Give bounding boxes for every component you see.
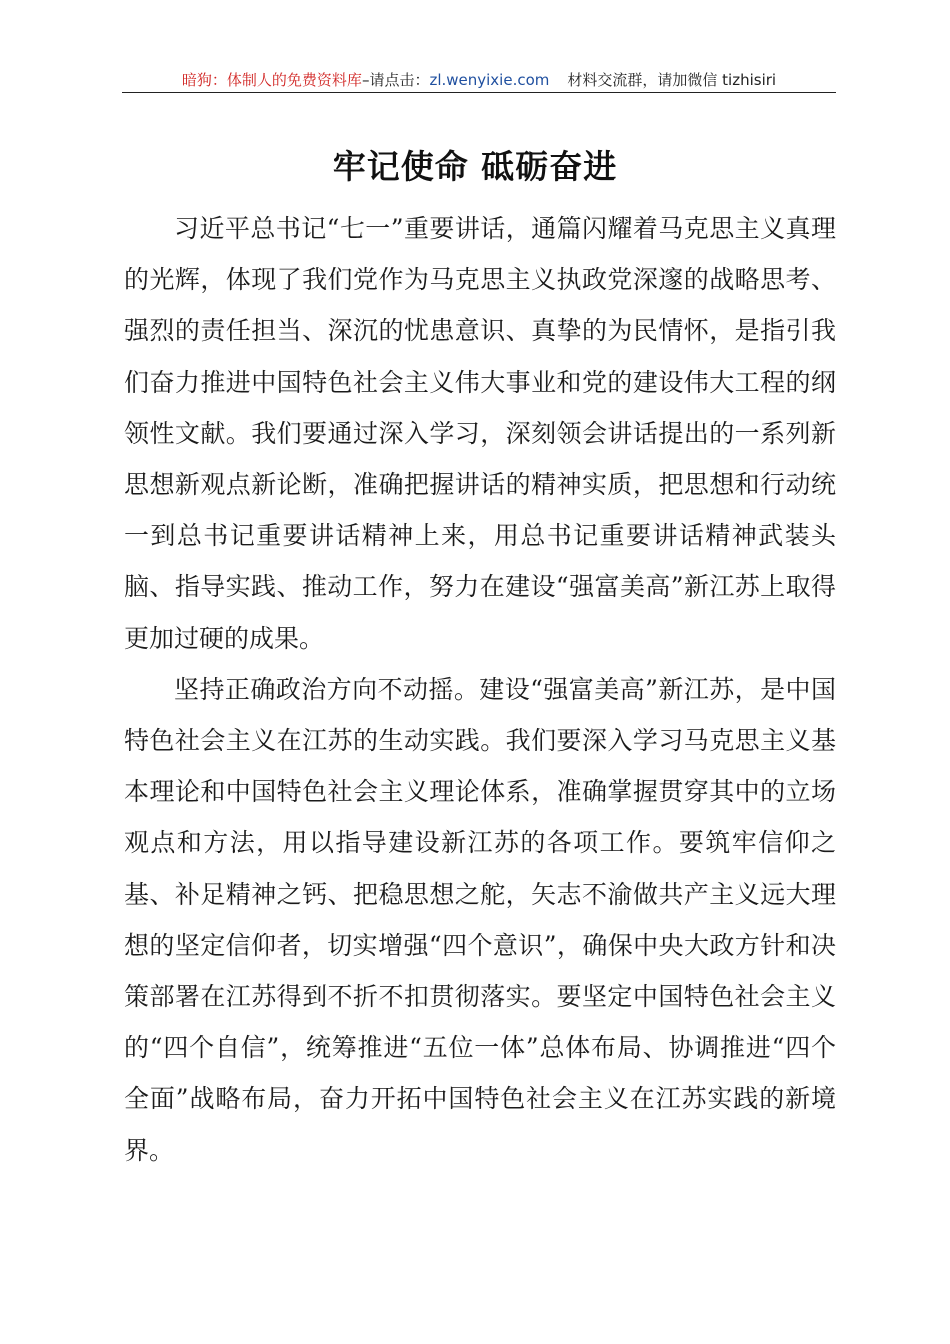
- paragraph: 习近平总书记“七一”重要讲话，通篇闪耀着马克思主义真理的光辉，体现了我们党作为马克思主义执政党深邃的战略思考、强烈的责任担当、深沉的忧患意识、真挚的为民情怀，是指引我们奋力推进中国特色社会主义伟大事业和党的建设伟大工程的纲领性文献。我们要通过深入学习，深刻领会讲话提出的一系列新思想新观点新论断，准确把握讲话的精神实质，把思想和行动统一到总书记重要讲话精神上来，用总书记重要讲话精神武装头脑、指导实践、推动工作，努力在建设“强富美高”新江苏上取得更加过硬的成果。: [124, 214, 836, 653]
- article-title: 牢记使命 砥砺奋进: [332, 147, 618, 186]
- header-click-prompt: –请点击：: [361, 71, 430, 89]
- page-header: [122, 70, 836, 93]
- header-url-link[interactable]: zl.wenyixie.com: [429, 71, 550, 89]
- header-site-name: 暗狗：体制人的免费资料库: [181, 71, 362, 89]
- header-wechat-note: 材料交流群，请加微信 tizhisiri: [567, 71, 777, 89]
- paragraph: 坚持正确政治方向不动摇。建设“强富美高”新江苏，是中国特色社会主义在江苏的生动实践。我们要深入学习马克思主义基本理论和中国特色社会主义理论体系，准确掌握贯穿其中的立场观点和方法，用以指导建设新江苏的各项工作。要筑牢信仰之基、补足精神之钙、把稳思想之舵，矢志不渝做共产主义远大理想的坚定信仰者，切实增强“四个意识”，确保中央大政方针和决策部署在江苏得到不折不扣贯彻落实。要坚定中国特色社会主义的“四个自信”，统筹推进“五位一体”总体布局、协调推进“四个全面”战略布局，奋力开拓中国特色社会主义在江苏实践的新境界。: [124, 674, 836, 1165]
- article-body: [124, 203, 836, 1176]
